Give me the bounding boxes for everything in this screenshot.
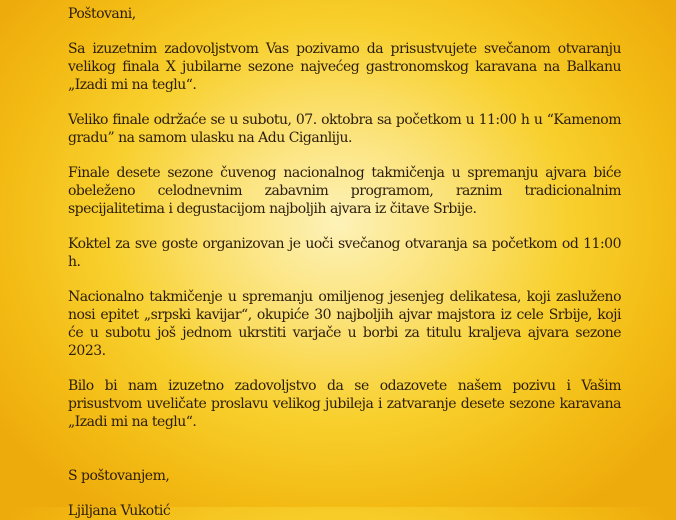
invitation-letter bbox=[68, 5, 621, 520]
paragraph-invitation: Sa izuzetnim zadovoljstvom Vas pozivamo da prisustvujete svečanom otvaranju velikog finala X jubilarne sezone najvećeg gastronomskog karavana na Balkanu „Izadi mi na teglu“. bbox=[68, 41, 621, 93]
greeting: Poštovani, bbox=[68, 6, 136, 22]
paragraph-competition: Nacionalno takmičenje u spremanju omiljenog jesenjeg delikatesa, koji zasluženo nosi epitet „srpski kavijar“, okupiće 30 najboljih ajvar majstora iz cele Srbije, koji će u subotu još jednom ukrstiti varjače u borbi za titulu kraljeva ajvara sezone 2023. bbox=[68, 289, 621, 359]
paragraph-cocktail: Koktel za sve goste organizovan je uoči svečanog otvaranja sa početkom od 11:00 h. bbox=[68, 236, 621, 270]
paragraph-closing-request: Bilo bi nam izuzetno zadovoljstvo da se odazovete našem pozivu i Vašim prisustvom uveličate proslavu velikog jubileja i zatvaranje desete sezone karavana „Izadi mi na teglu“. bbox=[68, 378, 621, 430]
paragraph-program: Finale desete sezone čuvenog nacionalnog takmičenja u spremanju ajvara biće obeleženo celodnevnim zabavnim programom, raznim tradicionalnim specijalitetima i degustacijom najboljih ajvara iz čitave Srbije. bbox=[68, 165, 621, 217]
closing-salutation: S poštovanjem, bbox=[68, 468, 170, 484]
signature-name: Ljiljana Vukotić bbox=[68, 503, 171, 519]
paragraph-date-venue: Veliko finale održaće se u subotu, 07. oktobra sa početkom u 11:00 h u “Kamenom gradu” na samom ulasku na Adu Ciganliju. bbox=[68, 112, 621, 146]
